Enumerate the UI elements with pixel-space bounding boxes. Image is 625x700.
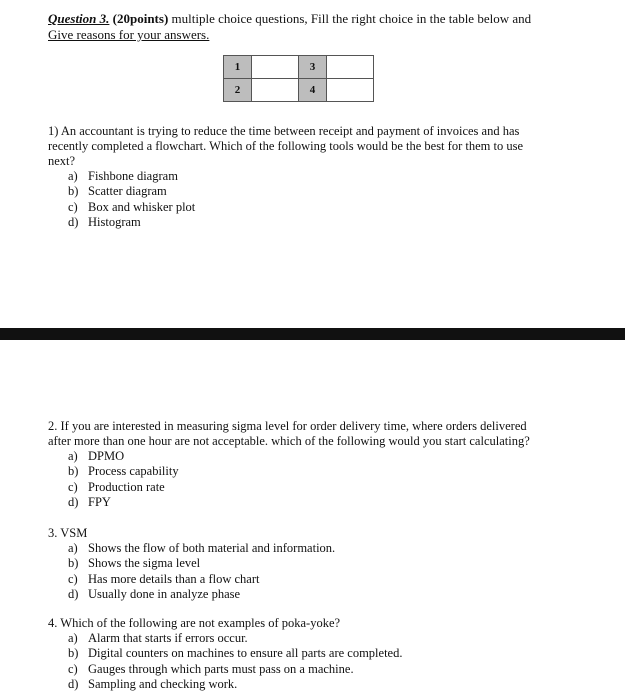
option-text: Process capability (88, 464, 179, 479)
option-4b[interactable] (68, 646, 402, 661)
option-label: a) (68, 541, 78, 555)
option-3c[interactable] (68, 572, 335, 587)
option-label: d) (68, 214, 79, 229)
option-text: Box and whisker plot (88, 199, 196, 214)
option-2c[interactable] (68, 480, 179, 495)
answer-cell-2[interactable] (252, 79, 299, 102)
divider-bar (0, 328, 625, 340)
option-text: Alarm that starts if errors occur. (88, 631, 248, 645)
question-heading (48, 11, 531, 43)
option-text: Usually done in analyze phase (88, 586, 241, 601)
option-text: Has more details than a flow chart (88, 571, 260, 586)
answer-cell-1[interactable] (252, 56, 299, 79)
question-1-line: recently completed a flowchart. Which of the following tools would be the best for them to use (48, 139, 523, 153)
question-2-line: after more than one hour are not acceptable. which of the following would you start calculating? (48, 434, 530, 448)
question-3-text (48, 526, 608, 541)
option-2d[interactable] (68, 495, 179, 510)
option-label: b) (68, 556, 79, 571)
answer-cell-4[interactable] (327, 79, 374, 102)
option-text: Shows the flow of both material and information. (88, 541, 336, 555)
instruction-text-line2: Give reasons for your answers. (48, 27, 210, 42)
option-text: Histogram (88, 214, 141, 229)
option-label: a) (68, 449, 78, 463)
option-text: DPMO (88, 449, 125, 463)
question-2-options (68, 449, 179, 510)
option-text: Production rate (88, 479, 165, 494)
question-2-line: 2. If you are interested in measuring sigma level for order delivery time, where orders delivered (48, 419, 527, 433)
answer-number-1: 1 (224, 56, 252, 79)
option-4a[interactable] (68, 631, 402, 646)
question-1-line: 1) An accountant is trying to reduce the time between receipt and payment of invoices and has (48, 124, 520, 138)
option-label: c) (68, 661, 78, 676)
answer-cell-3[interactable] (327, 56, 374, 79)
option-1c[interactable] (68, 200, 195, 215)
option-4c[interactable] (68, 662, 402, 677)
answer-table (223, 55, 374, 102)
option-label: b) (68, 184, 79, 199)
option-text: Shows the sigma level (88, 556, 201, 571)
option-2b[interactable] (68, 464, 179, 479)
answer-number-4: 4 (299, 79, 327, 102)
option-text: Scatter diagram (88, 184, 167, 199)
option-label: c) (68, 479, 78, 494)
question-1-text (48, 124, 608, 169)
option-text: Gauges through which parts must pass on a machine. (88, 661, 354, 676)
answer-number-2: 2 (224, 79, 252, 102)
question-4-text (48, 616, 608, 631)
option-text: Sampling and checking work. (88, 676, 238, 691)
option-3d[interactable] (68, 587, 335, 602)
option-label: d) (68, 494, 79, 509)
option-1d[interactable] (68, 215, 195, 230)
instruction-text: multiple choice questions, Fill the right choice in the table below and (168, 11, 532, 26)
question-4-options (68, 631, 402, 692)
option-label: c) (68, 571, 78, 586)
option-text: Digital counters on machines to ensure all parts are completed. (88, 646, 403, 661)
option-3a[interactable] (68, 541, 335, 556)
question-label: Question 3. (48, 11, 110, 26)
option-4d[interactable] (68, 677, 402, 692)
answer-number-3: 3 (299, 56, 327, 79)
question-1-options (68, 169, 195, 230)
option-1b[interactable] (68, 184, 195, 199)
question-1-line: next? (48, 154, 76, 168)
option-label: b) (68, 464, 79, 479)
option-text: FPY (88, 494, 111, 509)
option-label: d) (68, 676, 79, 691)
option-label: a) (68, 631, 78, 645)
option-1a[interactable] (68, 169, 195, 184)
question-3-options (68, 541, 335, 602)
option-text: Fishbone diagram (88, 169, 178, 183)
question-4-line: 4. Which of the following are not examples of poka-yoke? (48, 616, 341, 630)
question-3-line: 3. VSM (48, 526, 88, 540)
points-label: (20points) (112, 11, 169, 26)
option-2a[interactable] (68, 449, 179, 464)
option-3b[interactable] (68, 556, 335, 571)
option-label: b) (68, 646, 79, 661)
option-label: a) (68, 169, 78, 183)
option-label: d) (68, 586, 79, 601)
question-2-text (48, 419, 608, 449)
option-label: c) (68, 199, 78, 214)
